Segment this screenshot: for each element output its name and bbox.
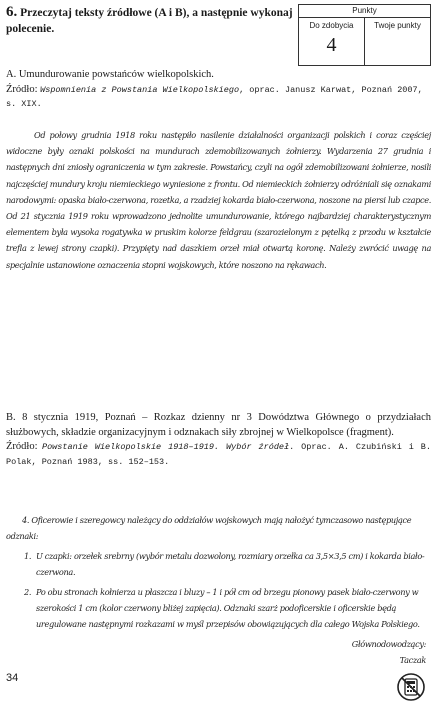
points-max-label: Do zdobycia (309, 21, 354, 30)
list-item-number: 2. (24, 587, 32, 597)
source-b-ref-rest: . Oprac. A. Czubiński i B. Polak, Poznań 1983, ss. 152–153. (6, 442, 431, 467)
source-b-ref-title: Powstanie Wielkopolskie 1918–1919. Wybór źródeł (41, 442, 290, 452)
source-b-list-item (6, 548, 431, 580)
points-max-column (299, 18, 364, 66)
list-item-text: Po obu stronach kołnierza u płaszcza i bluzy – 1 i pół cm od brzegu pionowy pasek biało-czerwony w szerokości 1 cm (kolor czerwony bliżej zapięcia). Odznaki szarż podoficerskie i oficerskie będą uregulowane następnymi rozkazami w myśl przepisów obowiązujących dla całego Wojska Polskiego. (36, 587, 420, 630)
points-own-column[interactable] (364, 18, 430, 66)
source-b-reference (6, 440, 431, 469)
page-number: 34 (6, 672, 19, 684)
source-a-ref-title: Wspomnienia z Powstania Wielkopolskiego (40, 84, 240, 95)
list-item-number: 1. (24, 551, 32, 561)
source-a-ref-prefix: Źródło: (6, 83, 41, 95)
source-a-header (6, 68, 431, 112)
source-b-list-item (6, 584, 431, 633)
task-instruction: Przeczytaj teksty źródłowe (A i B), a następnie wykonaj polecenie. (6, 7, 293, 35)
points-table (298, 4, 431, 66)
signature-title: Głównodowodzący: (351, 639, 426, 649)
signature-name: Taczak (399, 655, 426, 666)
no-calculator-icon (396, 672, 426, 702)
source-b-title: B. 8 stycznia 1919, Poznań – Rozkaz dzienny nr 3 Dowództwa Głównego o przydziałach służbowych, składzie organizacyjnym i odznakach siły zbrojnej w Wielkopolsce (fragment). (6, 412, 431, 438)
points-table-title: Punkty (299, 5, 430, 18)
source-a-ref-rest: , oprac. Janusz Karwat, Poznań 2007, s. XIX. (6, 84, 423, 109)
source-a-reference (6, 83, 431, 112)
list-item-text: U czapki: orzełek srebrny (wybór metalu dozwolony, rozmiary orzełka ca 3,5×3,5 cm) i kokarda biało-czerwona. (36, 551, 425, 578)
signature (226, 636, 426, 668)
source-b-intro: 4. Oficerowie i szeregowcy należący do oddziałów wojskowych mają nałożyć tymczasowo następujące odznaki: (6, 515, 412, 542)
source-b-ref-prefix: Źródło: (6, 441, 42, 452)
source-a-text: Od połowy grudnia 1918 roku następiło nasilenie działalności organizacji polskich i coraz częściej widoczne były oznaki polskości na mundurach zdemobilizowanych żołnierzy. Wydarzenia 27 grudnia i następnych dni zniosły ograniczenia w tym zakresie. Powstańcy, czyli na ogół zdemobilizowani żołnierze, nosili najczęściej mundury kroju niemieckiego wyniesione z frontu. Od niemieckich żołnierzy odróżniali się oznakami narodowymi: opaska biało-czerwona, rozetka, a rzadziej kokarda biało-czerwona, noszone na piersi lub czapce. Od 21 stycznia 1919 roku wprowadzono jednolite umundurowanie, którego najbardziej charakterystycznym elementem była wysoka rogatywka w pruskim kolorze feldgrau (szarozielonym z pętelką z przodu w kształcie trefla z lewej strony czapki). Przypięty nad daszkiem orzeł miał otwartą koronę. Należy zwrócić uwagę na specjalnie ustanowione oznaczenia stopni wojskowych, które noszono na rękawach. (6, 130, 431, 270)
points-own-label: Twoje punkty (374, 21, 421, 30)
task-number: 6. (6, 4, 18, 20)
points-max-value: 4 (326, 34, 337, 56)
source-b-header (6, 411, 431, 469)
source-a-title: A. Umundurowanie powstańców wielkopolskich. (6, 69, 214, 80)
task-header (6, 4, 294, 37)
